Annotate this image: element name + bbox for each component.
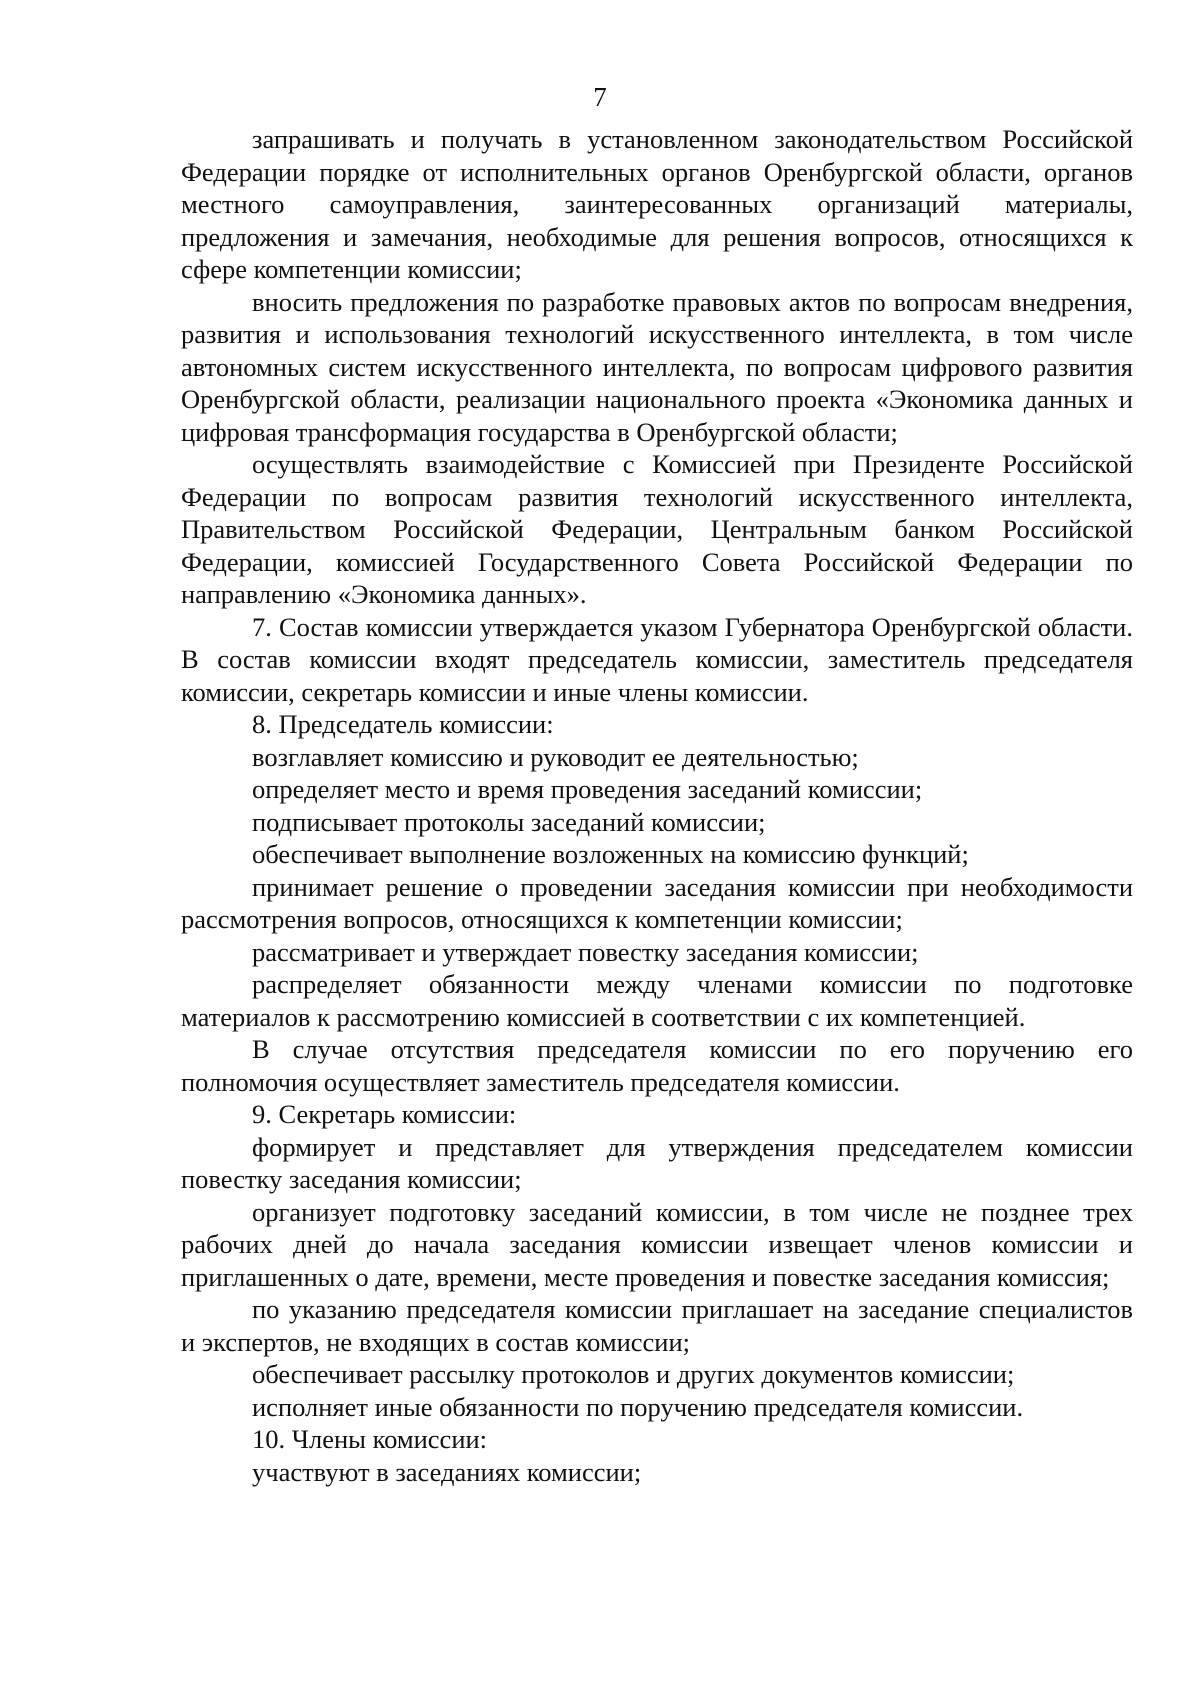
document-body bbox=[181, 123, 1133, 1488]
page-number: 7 bbox=[593, 82, 607, 112]
paragraph: осуществлять взаимодействие с Комиссией при Президенте Российской Федерации по вопросам развития технологий искусственного интеллекта, Правительством Российской Федерации, Центральным банком Российской Федерации, комиссией Государственного Совета Российской Федерации по направлению «Экономика данных». bbox=[181, 449, 1133, 609]
paragraph: обеспечивает выполнение возложенных на комиссию функций; bbox=[252, 839, 969, 869]
paragraph: вносить предложения по разработке правовых актов по вопросам внедрения, развития и использования технологий искусственного интеллекта, в том числе автономных систем искусственного интеллекта, по вопросам цифрового развития Оренбургской области, реализации национального проекта «Экономика данных и цифровая трансформация государства в Оренбургской области; bbox=[181, 286, 1133, 447]
paragraph: запрашивать и получать в установленном законодательством Российской Федерации порядке от исполнительных органов Оренбургской области, органов местного самоуправления, заинтересованных организаций материалы, предложения и замечания, необходимые для решения вопросов, относящихся к сфере компетенции комиссии; bbox=[181, 124, 1133, 284]
paragraph: участвуют в заседаниях комиссии; bbox=[252, 1456, 642, 1487]
paragraph: распределяет обязанности между членами комиссии по подготовке материалов к рассмотрению комиссией в соответствии с их компетенцией. bbox=[181, 969, 1133, 1032]
paragraph: обеспечивает рассылку протоколов и других документов комиссии; bbox=[252, 1359, 1015, 1389]
paragraph: В случае отсутствия председателя комиссии по его поручению его полномочия осуществляет заместитель председателя комиссии. bbox=[181, 1034, 1133, 1097]
section-8-heading: 8. Председатель комиссии: bbox=[252, 709, 554, 739]
paragraph: принимает решение о проведении заседания комиссии при необходимости рассмотрения вопросов, относящихся к компетенции комиссии; bbox=[181, 871, 1133, 934]
paragraph: по указанию председателя комиссии приглашает на заседание специалистов и экспертов, не входящих в состав комиссии; bbox=[181, 1294, 1133, 1357]
paragraph: подписывает протоколы заседаний комиссии; bbox=[252, 806, 766, 837]
section-10-heading: 10. Члены комиссии: bbox=[252, 1424, 488, 1454]
paragraph: организует подготовку заседаний комиссии, в том числе не позднее трех рабочих дней до начала заседания комиссии извещает членов комиссии и приглашенных о дате, времени, месте проведения и повестке заседания комиссия; bbox=[181, 1196, 1133, 1292]
section-7-paragraph: 7. Состав комиссии утверждается указом Губернатора Оренбургской области. В состав комиссии входят председатель комиссии, заместитель председателя комиссии, секретарь комиссии и иные члены комиссии. bbox=[181, 611, 1133, 707]
paragraph: формирует и представляет для утверждения председателем комиссии повестку заседания комиссии; bbox=[181, 1131, 1133, 1194]
section-9-heading: 9. Секретарь комиссии: bbox=[252, 1099, 517, 1129]
paragraph: рассматривает и утверждает повестку заседания комиссии; bbox=[252, 936, 919, 967]
paragraph: возглавляет комиссию и руководит ее деятельностью; bbox=[252, 741, 859, 772]
paragraph: определяет место и время проведения заседаний комиссии; bbox=[252, 774, 923, 804]
paragraph: исполняет иные обязанности по поручению председателя комиссии. bbox=[252, 1391, 1024, 1422]
